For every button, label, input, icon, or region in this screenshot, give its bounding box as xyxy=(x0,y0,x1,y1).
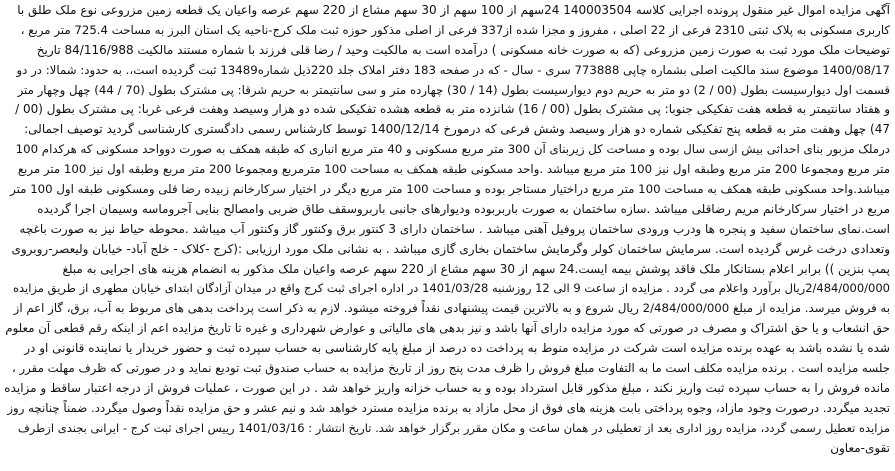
notice-line: به فروش میرسد. مزایده از مبلغ 2/484/000/000 ریال شروع و به بالاترین قیمت پیشنهادی نقداً فروخته میشود. لازم به ذکر است پرداخت بدهی های مربوط به آب، برق، گاز اعم از xyxy=(13,301,890,316)
notice-line: شده یا نشده باشد به عهده برنده مزایده است شرکت در مزایده منوط به پرداخت ده درصد از مبلغ پایه کارشناسی به حساب سپرده ثبت و حضور خریدار یا نماینده قانونی او در xyxy=(24,341,890,356)
notice-line: مزایده تعطیل رسمی گردد، مزایده روز اداری بعد از تعطیلی در همان ساعت و مکان مقرر برگزار خواهد شد. تاریخ انتشار : 1401/03/16 رییس اجرای ثبت کرج - ایرانی بجندی ازطرف xyxy=(17,420,890,435)
notice-line: حق انشعاب و یا حق اشتراک و مصرف در صورتی که مورد مزایده دارای آنها باشد و نیز بدهی های مالیاتی و عوارض شهرداری و غیره تا تاریخ مزایده اعم از اینکه رقم قطعی آن معلوم xyxy=(5,321,890,336)
notice-line: پمپ بنزین )) برابر اعلام بستانکار ملک فاقد پوشش بیمه ایست.24 سهم از 30 سهم مشاع از 220 سهم عرصه واعیان ملک مذکور به انضمام هزینه های اجرایی به مبلغ xyxy=(62,261,890,276)
notice-line: قسمت اول دیوارسیست بطول (00 / 2) دو متر به حریم دوم دیوارسیست بطول (14 / 30) چهارده متر و سی سانتیمتر به حریم شرقا: پی مشترک بطول (70 / 44) چهل وچهار متر xyxy=(17,82,890,97)
notice-line: متر مربع ومجموعا 200 متر مربع وطبقه اول نیز 100 متر مربع میباشد .واحد مسکونی طبقه همکف به مساحت 100 مترمربع ومجموعا 200 متر مربع وطبقه اول نیز 100 متر مربع xyxy=(17,162,890,177)
notice-line: است.نمای ساختمان سفید و پنجره ها ودرب ورودی ساختمان پروفیل آهنی میباشد . ساختمان دارای 3 کنتور برق وکنتور گاز وکنتور آب میباشد .محوطه حیاط نیز به صورت باغچه xyxy=(19,221,890,236)
notice-line: و هفتاد سانتیمتر به قطعه هفت تفکیکی جنوبا: پی مشترک بطول (00 / 16) شانزده متر به قطعه هشده تفکیکی شده دو هزار وسیصد وهفت فرعی غربا: پی مشترک بطول (00 / xyxy=(15,102,890,117)
notice-line: 1400/08/17 موضوع سند مالکیت اصلی بشماره چاپی 773888 سری - سال - که در صفحه 183 دفتر املاک جلد 220ذیل شماره13489 ثبت گردیده است،. به حدود: شمالا: در دو xyxy=(16,62,890,77)
notice-line: آگهی مزایده اموال غیر منقول پرونده اجرایی کلاسه 140003504 24سهم از 100 سهم از 30 سهم مشاع از 220 سهم عرصه واعیان یک قطعه زمین مزروعی نوع ملک طلق با xyxy=(17,3,890,17)
notice-line: میباشد.واحد مسکونی طبقه همکف به مساحت 100 متر مربع دراختیار مستاجر بوده و مساحت 100 متر مربع دیگر در اختیار سرکارخانم زبیده رضا قلی ومسکونی طبقه اول 100 متر xyxy=(10,182,890,197)
notice-line: 2/484/000/000ریال برآورد واعلام می گردد . مزایده از ساعت 9 الی 12 روزشنبه 1401/03/28 در اداره اجرای ثبت کرج واقع در میدان آزادگان ابتدای خیابان مطهری از طریق مزایده xyxy=(13,281,890,296)
notice-line: مربع در اختیار سرکارخانم مریم رضاقلی میباشد .سازه ساختمان به صورت باربربوده ودیوارهای جانبی باربروسقف طاق ضربی وامصالح بنایی آجروماسه وسیمان اجرا گردیده xyxy=(37,201,890,216)
notice-line: تقوی-معاون xyxy=(830,440,890,455)
notice-line: جلسه مزایده است . برنده مزایده مکلف است ما به التفاوت مبلغ فروش را ظرف مدت پنج روز از تاریخ مزایده به حساب صندوق ثبت تودیع نماید و در صورتی که ظرف مهلت مقرر ، xyxy=(11,361,890,376)
notice-line: کاربری مسکونی به پلاک ثبتی 2310 فرعی از 22 اصلی ، مفروز و مجزا شده از337 فرعی از اصلی مذکور حوزه ثبت ملک کرج-ناحیه یک استان البرز به مساحت 725.4 متر مربع ، xyxy=(20,22,890,37)
notice-line: 47) چهل وهفت متر به قطعه پنج تفکیکی شماره دو هزار وسیصد وشش فرعی که درمورخ 1400/12/14 توسط کارشناس رسمی دادگستری کارشناسی گردید توصیف اجمالی: xyxy=(24,122,890,137)
notice-line: مانده فروش را به حساب سپرده ثبت واریز نکند ، مبلغ مذکور قابل استرداد بوده و به حساب خزانه واریز خواهد شد . در این صورت ، عملیات فروش از درجه اعتبار ساقط و مزایده xyxy=(4,380,890,395)
notice-line: تجدید میگردد. درصورت وجود مازاد، وجوه پرداختی بابت هزینه های فوق از محل مازاد به برنده مزایده مسترد خواهد شد و نیم عشر و حق مزایده نقداً وصول میگردد. ضمناً چنانچه روز xyxy=(7,400,890,415)
notice-line: درملک مزبور بنای احداثی بیش ازسی سال بوده و مساحت کل زیربنای آن 300 متر مربع مسکونی و 40 متر مربع انباری که طبقه همکف به صورت دوواحد مسکونی که هرکدام 100 xyxy=(15,142,890,157)
notice-line: وتعدادی درخت غرس گردیده است. سرمایش ساختمان کولر وگرمایش ساختمان بخاری گازی میباشد . به نشانی ملک مورد ارزیابی :(کرج -کلاک - خلج آباد- خیابان ولیعصر-روبروی xyxy=(11,241,890,256)
notice-line: توضیحات ملک مورد ثبت به صورت زمین مزروعی (که به صورت خانه مسکونی ) درآمده است به مالکیت وحید / رضا قلی فرزند با شماره مستند مالکیت 84/116/988 تاریخ xyxy=(36,42,890,57)
